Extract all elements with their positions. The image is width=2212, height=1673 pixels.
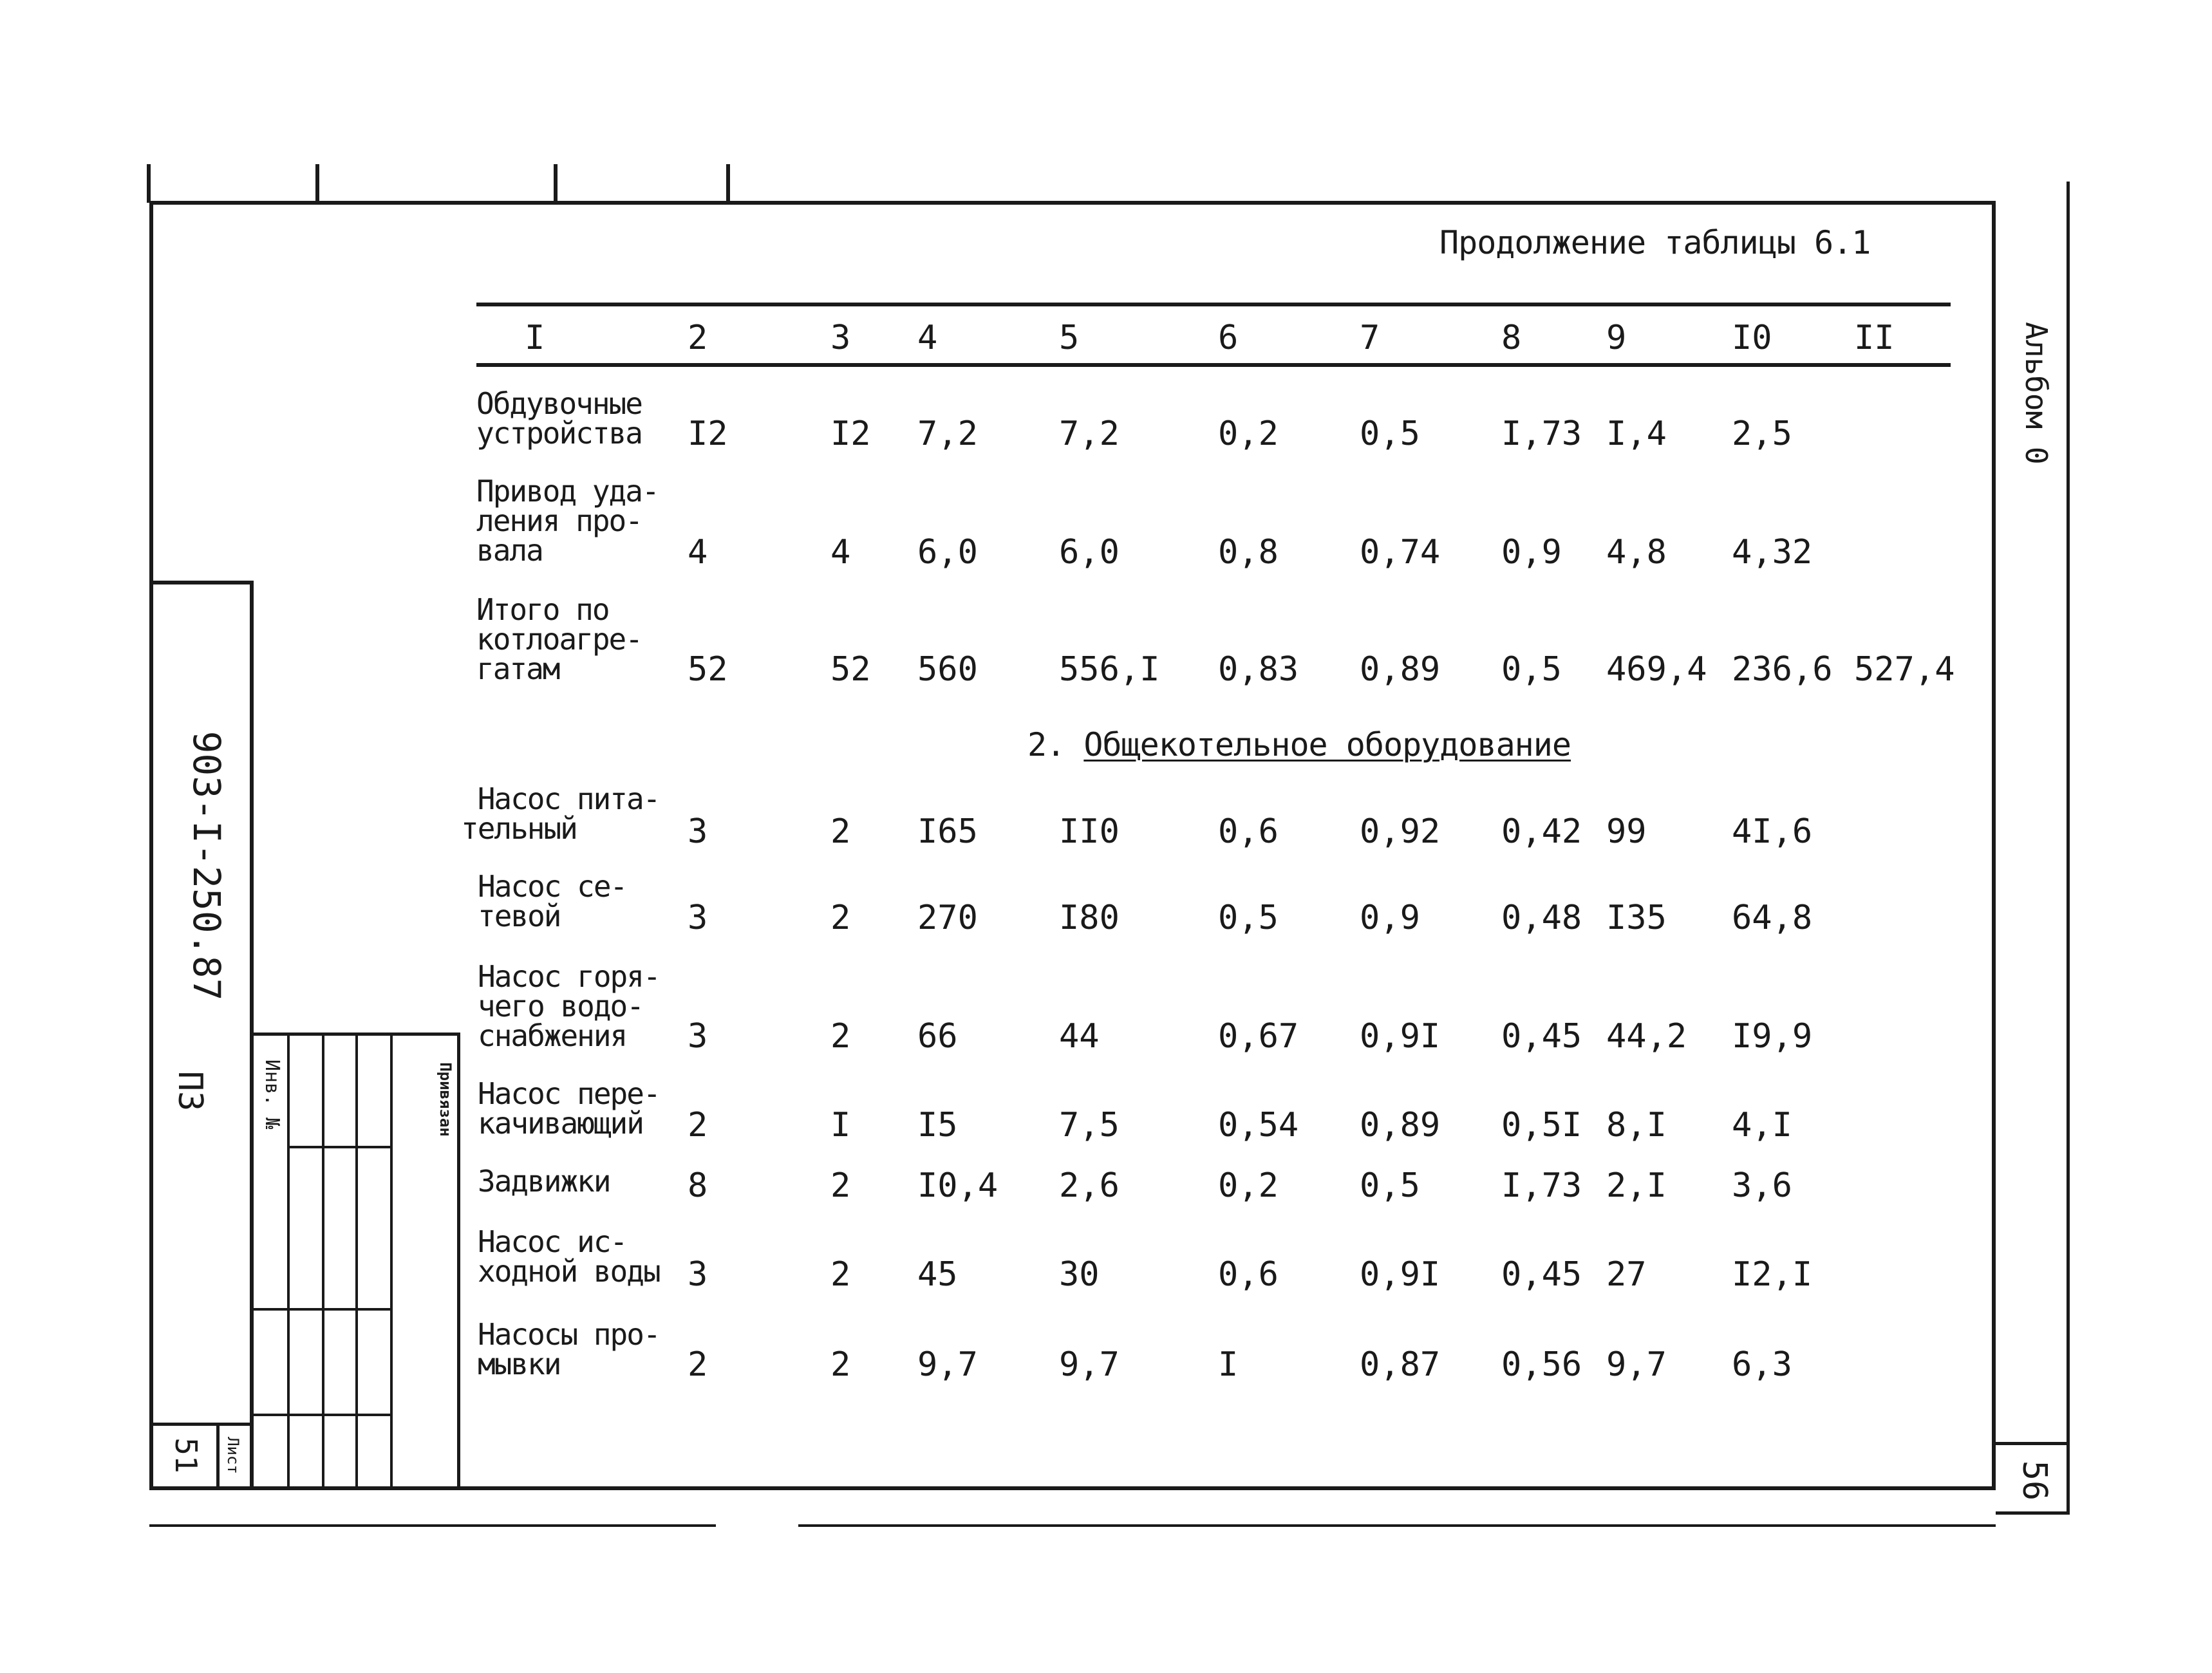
row-name: Привод уда- ления про- вала bbox=[476, 474, 659, 568]
row-name: Насос се- тевой bbox=[478, 869, 627, 933]
table-cell: 9,7 bbox=[1606, 1345, 1667, 1384]
header-rule-bottom bbox=[476, 363, 1951, 367]
table-cell: 99 bbox=[1606, 812, 1647, 851]
top-tick-3 bbox=[554, 164, 558, 203]
table-cell: 0,89 bbox=[1360, 1106, 1441, 1145]
section-heading bbox=[1027, 726, 1571, 763]
table-cell: I,73 bbox=[1501, 1166, 1582, 1205]
table-cell: 7,2 bbox=[1059, 415, 1120, 453]
right-strip-line bbox=[2067, 182, 2070, 1514]
table-cell: 27 bbox=[1606, 1255, 1647, 1294]
table-cell: 2 bbox=[830, 812, 851, 851]
row-name: Насос пита- тельный bbox=[461, 781, 660, 846]
table-cell: 44 bbox=[1059, 1017, 1100, 1056]
table-cell: 2 bbox=[688, 1345, 708, 1384]
table-cell: 0,45 bbox=[1501, 1017, 1582, 1056]
table-cell: I bbox=[1218, 1345, 1239, 1384]
table-cell: 236,6 bbox=[1732, 650, 1833, 689]
table-title: Продолжение таблицы 6.1 bbox=[1439, 224, 1871, 261]
table-cell: 2,6 bbox=[1059, 1166, 1120, 1205]
table-cell: I,73 bbox=[1501, 415, 1582, 453]
table-cell: I,4 bbox=[1606, 415, 1667, 453]
table-cell: 2 bbox=[830, 899, 851, 937]
table-cell: 0,45 bbox=[1501, 1255, 1582, 1294]
table-cell: I bbox=[830, 1106, 851, 1145]
column-header-11: II bbox=[1854, 319, 1895, 357]
table-cell: 3 bbox=[688, 1017, 708, 1056]
table-cell: 0,2 bbox=[1218, 1166, 1279, 1205]
grid-v4 bbox=[390, 1033, 393, 1487]
column-header-4: 4 bbox=[917, 319, 938, 357]
table-cell: 2,5 bbox=[1732, 415, 1792, 453]
table-cell: II0 bbox=[1059, 812, 1120, 851]
row-name: Обдувочные устройства bbox=[476, 386, 642, 451]
row-name: Насос пере- качивающий bbox=[478, 1076, 660, 1141]
table-cell: I5 bbox=[917, 1106, 958, 1145]
table-cell: I80 bbox=[1059, 899, 1120, 937]
column-header-8: 8 bbox=[1501, 319, 1522, 357]
grid-v2 bbox=[322, 1033, 324, 1487]
table-cell: 9,7 bbox=[917, 1345, 978, 1384]
table-cell: 0,5 bbox=[1218, 899, 1279, 937]
table-cell: 45 bbox=[917, 1255, 958, 1294]
attached-label: Привязан bbox=[436, 1062, 455, 1137]
table-cell: 0,5 bbox=[1501, 650, 1562, 689]
table-cell: I2,I bbox=[1732, 1255, 1813, 1294]
table-cell: 2 bbox=[830, 1255, 851, 1294]
section-number: 2. bbox=[1027, 726, 1065, 763]
table-cell: 556,I bbox=[1059, 650, 1160, 689]
row-name: Итого по котлоагре- гатам bbox=[476, 592, 642, 686]
row-name: Насос ис- ходной воды bbox=[478, 1224, 660, 1289]
table-cell: 52 bbox=[830, 650, 871, 689]
table-cell: 270 bbox=[917, 899, 978, 937]
table-cell: 0,9 bbox=[1501, 533, 1562, 572]
table-cell: I65 bbox=[917, 812, 978, 851]
table-cell: 66 bbox=[917, 1017, 958, 1056]
column-header-7: 7 bbox=[1360, 319, 1380, 357]
table-cell: 4,32 bbox=[1732, 533, 1813, 572]
sheet-number: 51 bbox=[169, 1437, 203, 1473]
table-cell: 2,I bbox=[1606, 1166, 1667, 1205]
table-cell: 3,6 bbox=[1732, 1166, 1792, 1205]
table-cell: I9,9 bbox=[1732, 1017, 1813, 1056]
table-cell: 0,48 bbox=[1501, 899, 1582, 937]
table-cell: 0,9 bbox=[1360, 899, 1420, 937]
table-cell: 0,5I bbox=[1501, 1106, 1582, 1145]
table-cell: 0,5 bbox=[1360, 415, 1420, 453]
table-cell: I2 bbox=[830, 415, 871, 453]
column-header-9: 9 bbox=[1606, 319, 1627, 357]
column-header-5: 5 bbox=[1059, 319, 1080, 357]
bottom-dash-2 bbox=[798, 1524, 1996, 1527]
column-header-1: I bbox=[525, 319, 545, 357]
table-cell: I0,4 bbox=[917, 1166, 998, 1205]
table-cell: 52 bbox=[688, 650, 728, 689]
table-cell: 0,8 bbox=[1218, 533, 1279, 572]
table-cell: 0,92 bbox=[1360, 812, 1441, 851]
sheet-box-top bbox=[149, 1423, 252, 1426]
table-cell: 6,0 bbox=[917, 533, 978, 572]
table-cell: 4,8 bbox=[1606, 533, 1667, 572]
table-cell: 3 bbox=[688, 899, 708, 937]
table-cell: 0,87 bbox=[1360, 1345, 1441, 1384]
document-part: ПЗ bbox=[171, 1070, 209, 1112]
table-cell: 0,42 bbox=[1501, 812, 1582, 851]
table-cell: 2 bbox=[688, 1106, 708, 1145]
sheet-label: Лист bbox=[224, 1437, 242, 1474]
table-cell: 2 bbox=[830, 1345, 851, 1384]
table-cell: 7,5 bbox=[1059, 1106, 1120, 1145]
album-label: Альбом 0 bbox=[2019, 322, 2054, 465]
header-rule-top bbox=[476, 303, 1951, 306]
row-name: Задвижки bbox=[478, 1164, 610, 1199]
table-cell: 560 bbox=[917, 650, 978, 689]
table-cell: 0,83 bbox=[1218, 650, 1299, 689]
table-cell: 4,I bbox=[1732, 1106, 1792, 1145]
table-cell: 6,0 bbox=[1059, 533, 1120, 572]
grid-v5 bbox=[457, 1033, 460, 1487]
table-cell: 7,2 bbox=[917, 415, 978, 453]
page-number: 56 bbox=[2015, 1460, 2054, 1501]
table-cell: 0,5 bbox=[1360, 1166, 1420, 1205]
top-tick-1 bbox=[147, 164, 151, 203]
row-name: Насос горя- чего водо- снабжения bbox=[478, 959, 660, 1053]
table-cell: 3 bbox=[688, 1255, 708, 1294]
table-cell: 0,54 bbox=[1218, 1106, 1299, 1145]
grid-v3 bbox=[355, 1033, 358, 1487]
column-header-2: 2 bbox=[688, 319, 708, 357]
grid-h3 bbox=[252, 1414, 390, 1416]
bottom-dash-1 bbox=[149, 1524, 716, 1527]
section-title: Общекотельное оборудование bbox=[1083, 726, 1571, 763]
top-tick-4 bbox=[726, 164, 730, 203]
stamp-top bbox=[149, 581, 252, 584]
page-box-top bbox=[1996, 1442, 2070, 1445]
table-cell: 0,2 bbox=[1218, 415, 1279, 453]
table-cell: 469,4 bbox=[1606, 650, 1707, 689]
table-cell: 0,9I bbox=[1360, 1255, 1441, 1294]
table-cell: 0,56 bbox=[1501, 1345, 1582, 1384]
table-cell: 0,74 bbox=[1360, 533, 1441, 572]
table-cell: I35 bbox=[1606, 899, 1667, 937]
column-header-3: 3 bbox=[830, 319, 851, 357]
table-cell: 2 bbox=[830, 1166, 851, 1205]
table-cell: 4 bbox=[830, 533, 851, 572]
table-cell: 2 bbox=[830, 1017, 851, 1056]
table-cell: 0,6 bbox=[1218, 812, 1279, 851]
row-name: Насосы про- мывки bbox=[478, 1317, 660, 1381]
document-code: 903-I-250.87 bbox=[185, 731, 229, 1001]
table-cell: 64,8 bbox=[1732, 899, 1813, 937]
grid-v1 bbox=[287, 1033, 290, 1487]
top-tick-2 bbox=[315, 164, 319, 203]
column-header-6: 6 bbox=[1218, 319, 1239, 357]
table-cell: 0,9I bbox=[1360, 1017, 1441, 1056]
sheet-box-divider bbox=[216, 1423, 220, 1487]
grid-h1 bbox=[287, 1146, 390, 1148]
table-cell: 3 bbox=[688, 812, 708, 851]
table-cell: I2 bbox=[688, 415, 728, 453]
table-cell: 44,2 bbox=[1606, 1017, 1687, 1056]
column-header-10: I0 bbox=[1732, 319, 1772, 357]
table-cell: 0,67 bbox=[1218, 1017, 1299, 1056]
table-cell: 0,6 bbox=[1218, 1255, 1279, 1294]
table-cell: 4I,6 bbox=[1732, 812, 1813, 851]
inventory-label: Инв. № bbox=[261, 1059, 283, 1130]
table-cell: 4 bbox=[688, 533, 708, 572]
table-cell: 9,7 bbox=[1059, 1345, 1120, 1384]
table-cell: 6,3 bbox=[1732, 1345, 1792, 1384]
table-cell: 30 bbox=[1059, 1255, 1100, 1294]
table-cell: 0,89 bbox=[1360, 650, 1441, 689]
table-cell: 8,I bbox=[1606, 1106, 1667, 1145]
grid-h2 bbox=[252, 1308, 390, 1311]
table-cell: 8 bbox=[688, 1166, 708, 1205]
table-cell: 527,4 bbox=[1854, 650, 1955, 689]
